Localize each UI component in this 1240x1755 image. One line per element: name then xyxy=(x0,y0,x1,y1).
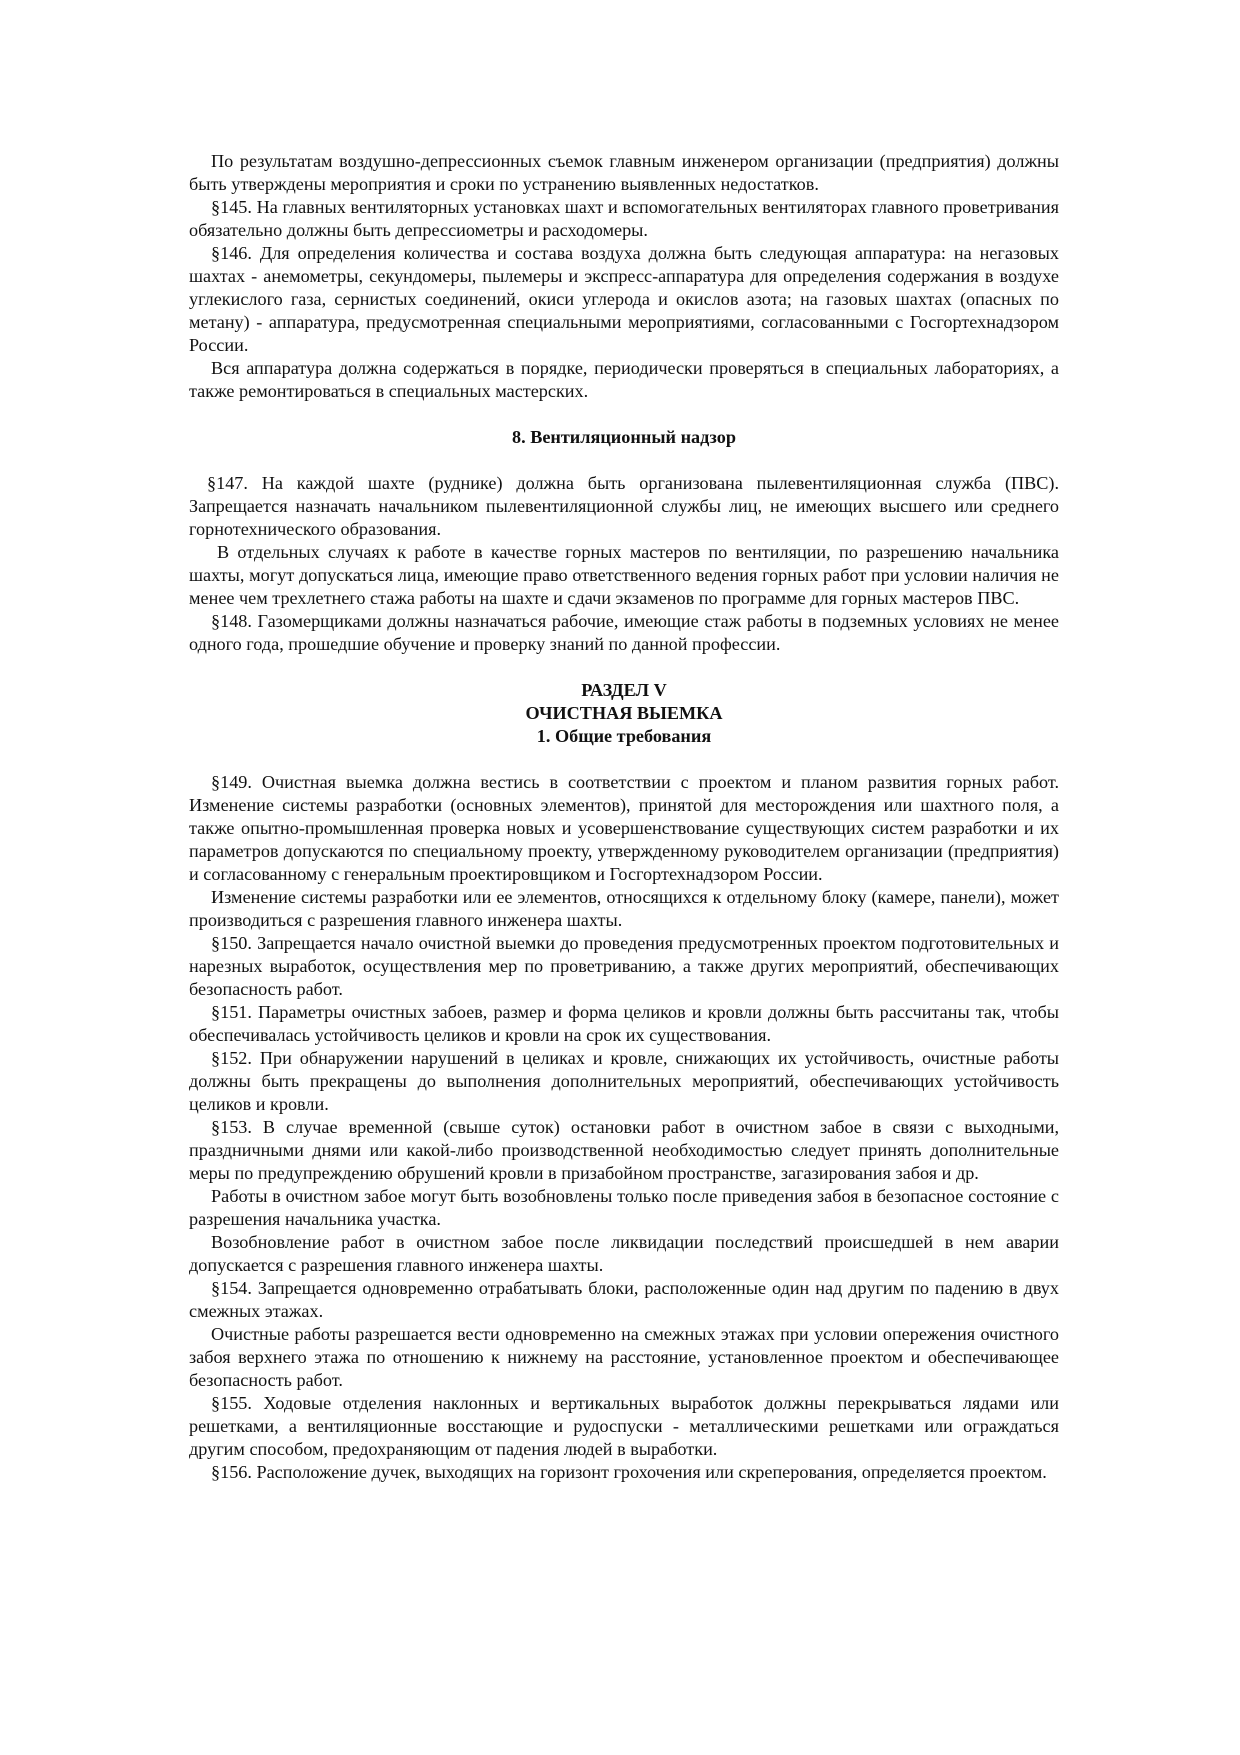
paragraph-intro: По результатам воздушно-депрессионных съемок главным инженером организации (предприятия) должны быть утверждены мероприятия и сроки по устранению выявленных недостатков. xyxy=(189,151,1059,194)
paragraph-153-continued: Работы в очистном забое могут быть возобновлены только после приведения забоя в безопасное состояние с разрешения начальника участка. xyxy=(189,1186,1059,1229)
paragraph-154: §154. Запрещается одновременно отрабатывать блоки, расположенные один над другим по падению в двух смежных этажах. xyxy=(189,1278,1059,1321)
paragraph-149-continued: Изменение системы разработки или ее элементов, относящихся к отдельному блоку (камере, панели), может производиться с разрешения главного инженера шахты. xyxy=(189,887,1059,930)
spacer xyxy=(189,449,1059,472)
paragraph-146-continued: Вся аппаратура должна содержаться в порядке, периодически проверяться в специальных лабораториях, а также ремонтироваться в специальных мастерских. xyxy=(189,358,1059,401)
section-v-label: РАЗДЕЛ V xyxy=(581,680,667,700)
paragraph-152: §152. При обнаружении нарушений в целиках и кровле, снижающих их устойчивость, очистные работы должны быть прекращены до выполнения дополнительных мероприятий, обеспечивающих устойчивость целиков и кровли. xyxy=(189,1048,1059,1114)
paragraph-154-continued: Очистные работы разрешается вести одновременно на смежных этажах при условии опережения очистного забоя верхнего этажа по отношению к нижнему на расстояние, установленное проектом и обеспечивающее безопасность работ. xyxy=(189,1324,1059,1390)
paragraph-153-continued-2: Возобновление работ в очистном забое после ликвидации последствий происшедшей в нем аварии допускается с разрешения главного инженера шахты. xyxy=(189,1232,1059,1275)
spacer xyxy=(189,403,1059,426)
paragraph-156: §156. Расположение дучек, выходящих на горизонт грохочения или скреперования, определяется проектом. xyxy=(211,1462,1047,1482)
section-v-subtitle: 1. Общие требования xyxy=(536,726,712,746)
paragraph-147: §147. На каждой шахте (руднике) должна быть организована пылевентиляционная служба (ПВС). Запрещается назначать начальником пылевентиляционной службы лиц, не имеющих высшего или среднего горнотехнического образования. xyxy=(189,473,1059,539)
paragraph-155: §155. Ходовые отделения наклонных и вертикальных выработок должны перекрываться лядами или решетками, а вентиляционные восстающие и рудоспуски - металлическими решетками или ограждаться другим способом, предохраняющим от падения людей в выработки. xyxy=(189,1393,1059,1459)
paragraph-150: §150. Запрещается начало очистной выемки до проведения предусмотренных проектом подготовительных и нарезных выработок, осуществления мер по проветриванию, а также других мероприятий, обеспечивающих безопасность работ. xyxy=(189,933,1059,999)
paragraph-147-continued: В отдельных случаях к работе в качестве горных мастеров по вентиляции, по разрешению начальника шахты, могут допускаться лица, имеющие право ответственного ведения горных работ при условии наличия не менее чем трехлетнего стажа работы на шахте и сдачи экзаменов по программе для горных мастеров ПВС. xyxy=(189,542,1059,608)
paragraph-151: §151. Параметры очистных забоев, размер и форма целиков и кровли должны быть рассчитаны так, чтобы обеспечивалась устойчивость целиков и кровли на срок их существования. xyxy=(189,1002,1059,1045)
spacer xyxy=(189,656,1059,679)
spacer xyxy=(189,748,1059,771)
document-page xyxy=(189,150,1059,1484)
section-v-title: ОЧИСТНАЯ ВЫЕМКА xyxy=(525,703,723,723)
section-8-title: 8. Вентиляционный надзор xyxy=(512,427,736,447)
paragraph-149: §149. Очистная выемка должна вестись в соответствии с проектом и планом развития горных работ. Изменение системы разработки (основных элементов), принятой для месторождения или шахтного поля, а также опытно-промышленная проверка новых и усовершенствование существующих систем разработки и их параметров допускаются по специальному проекту, утвержденному руководителем организации (предприятия) и согласованному с генеральным проектировщиком и Госгортехнадзором России. xyxy=(189,772,1059,884)
paragraph-153: §153. В случае временной (свыше суток) остановки работ в очистном забое в связи с выходными, праздничными днями или какой-либо производственной необходимостью следует принять дополнительные меры по предупреждению обрушений кровли в призабойном пространстве, загазирования забоя и др. xyxy=(189,1117,1059,1183)
paragraph-148: §148. Газомерщиками должны назначаться рабочие, имеющие стаж работы в подземных условиях не менее одного года, прошедшие обучение и проверку знаний по данной профессии. xyxy=(189,611,1059,654)
paragraph-145: §145. На главных вентиляторных установках шахт и вспомогательных вентиляторах главного проветривания обязательно должны быть депрессиометры и расходомеры. xyxy=(189,197,1059,240)
paragraph-146: §146. Для определения количества и состава воздуха должна быть следующая аппаратура: на негазовых шахтах - анемометры, секундомеры, пылемеры и экспресс-аппаратура для определения содержания в воздухе углекислого газа, сернистых соединений, окиси углерода и окислов азота; на газовых шахтах (опасных по метану) - аппаратура, предусмотренная специальными мероприятиями, согласованными с Госгортехнадзором России. xyxy=(189,243,1059,355)
